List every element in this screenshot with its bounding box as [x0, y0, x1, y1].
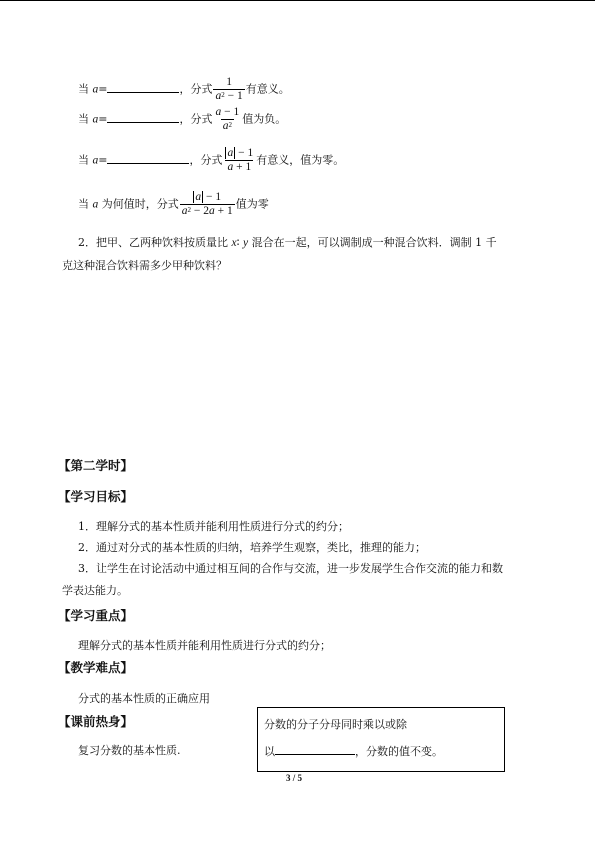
fill-in-box [257, 707, 505, 772]
fraction-a: $\frac{1}{a^2 - 1}$ [215, 76, 243, 102]
goal-item-continued: 学表达能力。 [62, 584, 128, 597]
fraction-b: $\frac{a - 1}{a^2}$ [215, 106, 240, 132]
question-line-c: 当 a= ，分式 $\frac{a - 1}{a + 1}$ 有意义，值为零。 [78, 147, 345, 173]
box-line-1: 分数的分子分母同时乘以或除 [264, 718, 407, 731]
page-number: 3 / 5 [286, 773, 303, 783]
header-rule [0, 0, 595, 1]
section-heading-warmup: 【课前热身】 [58, 714, 134, 729]
fraction-c: $\frac{a - 1}{a + 1}$ [227, 147, 254, 173]
section-heading-key-points: 【学习重点】 [58, 608, 134, 623]
answer-blank-c[interactable] [107, 154, 189, 164]
answer-blank-box[interactable] [275, 745, 355, 755]
section-heading-second-lesson: 【第二学时】 [58, 458, 134, 473]
answer-blank-a[interactable] [107, 83, 179, 93]
answer-blank-b[interactable] [107, 113, 179, 123]
goal-item: 2．通过对分式的基本性质的归纳，培养学生观察，类比，推理的能力； [78, 541, 426, 554]
warmup-text: 复习分数的基本性质. [78, 744, 181, 757]
goal-item: 1．理解分式的基本性质并能利用性质进行分式的约分； [78, 520, 349, 533]
question-2-line-2: 克这种混合饮料需多少甲种饮料？ [62, 259, 227, 272]
question-2: 2．把甲、乙两种饮料按质量比 x∶ y 混合在一起，可以调制成一种混合饮料．调制 1 千 [78, 236, 497, 249]
key-point-text: 理解分式的基本性质并能利用性质进行分式的约分； [78, 639, 331, 652]
goal-item: 3．让学生在讨论活动中通过相互间的合作与交流，进一步发展学生合作交流的能力和数 [78, 562, 503, 575]
section-heading-goals: 【学习目标】 [58, 489, 134, 504]
question-line-d: 当 a 为何值时，分式 $\frac{a - 1}{a^2 - 2a + 1}$ 值为零 [78, 191, 269, 217]
box-line-2: 以 ，分数的值不变。 [264, 745, 443, 758]
question-line-a: 当 a= ，分式 $\frac{1}{a^2 - 1}$ 有意义。 [78, 76, 290, 102]
fraction-d: $\frac{a - 1}{a^2 - 2a + 1}$ [181, 191, 233, 217]
question-line-b: 当 a= ，分式 $\frac{a - 1}{a^2}$ 值为负。 [78, 106, 287, 132]
section-heading-difficulties: 【教学难点】 [58, 660, 134, 675]
difficulty-text: 分式的基本性质的正确应用 [78, 692, 210, 705]
